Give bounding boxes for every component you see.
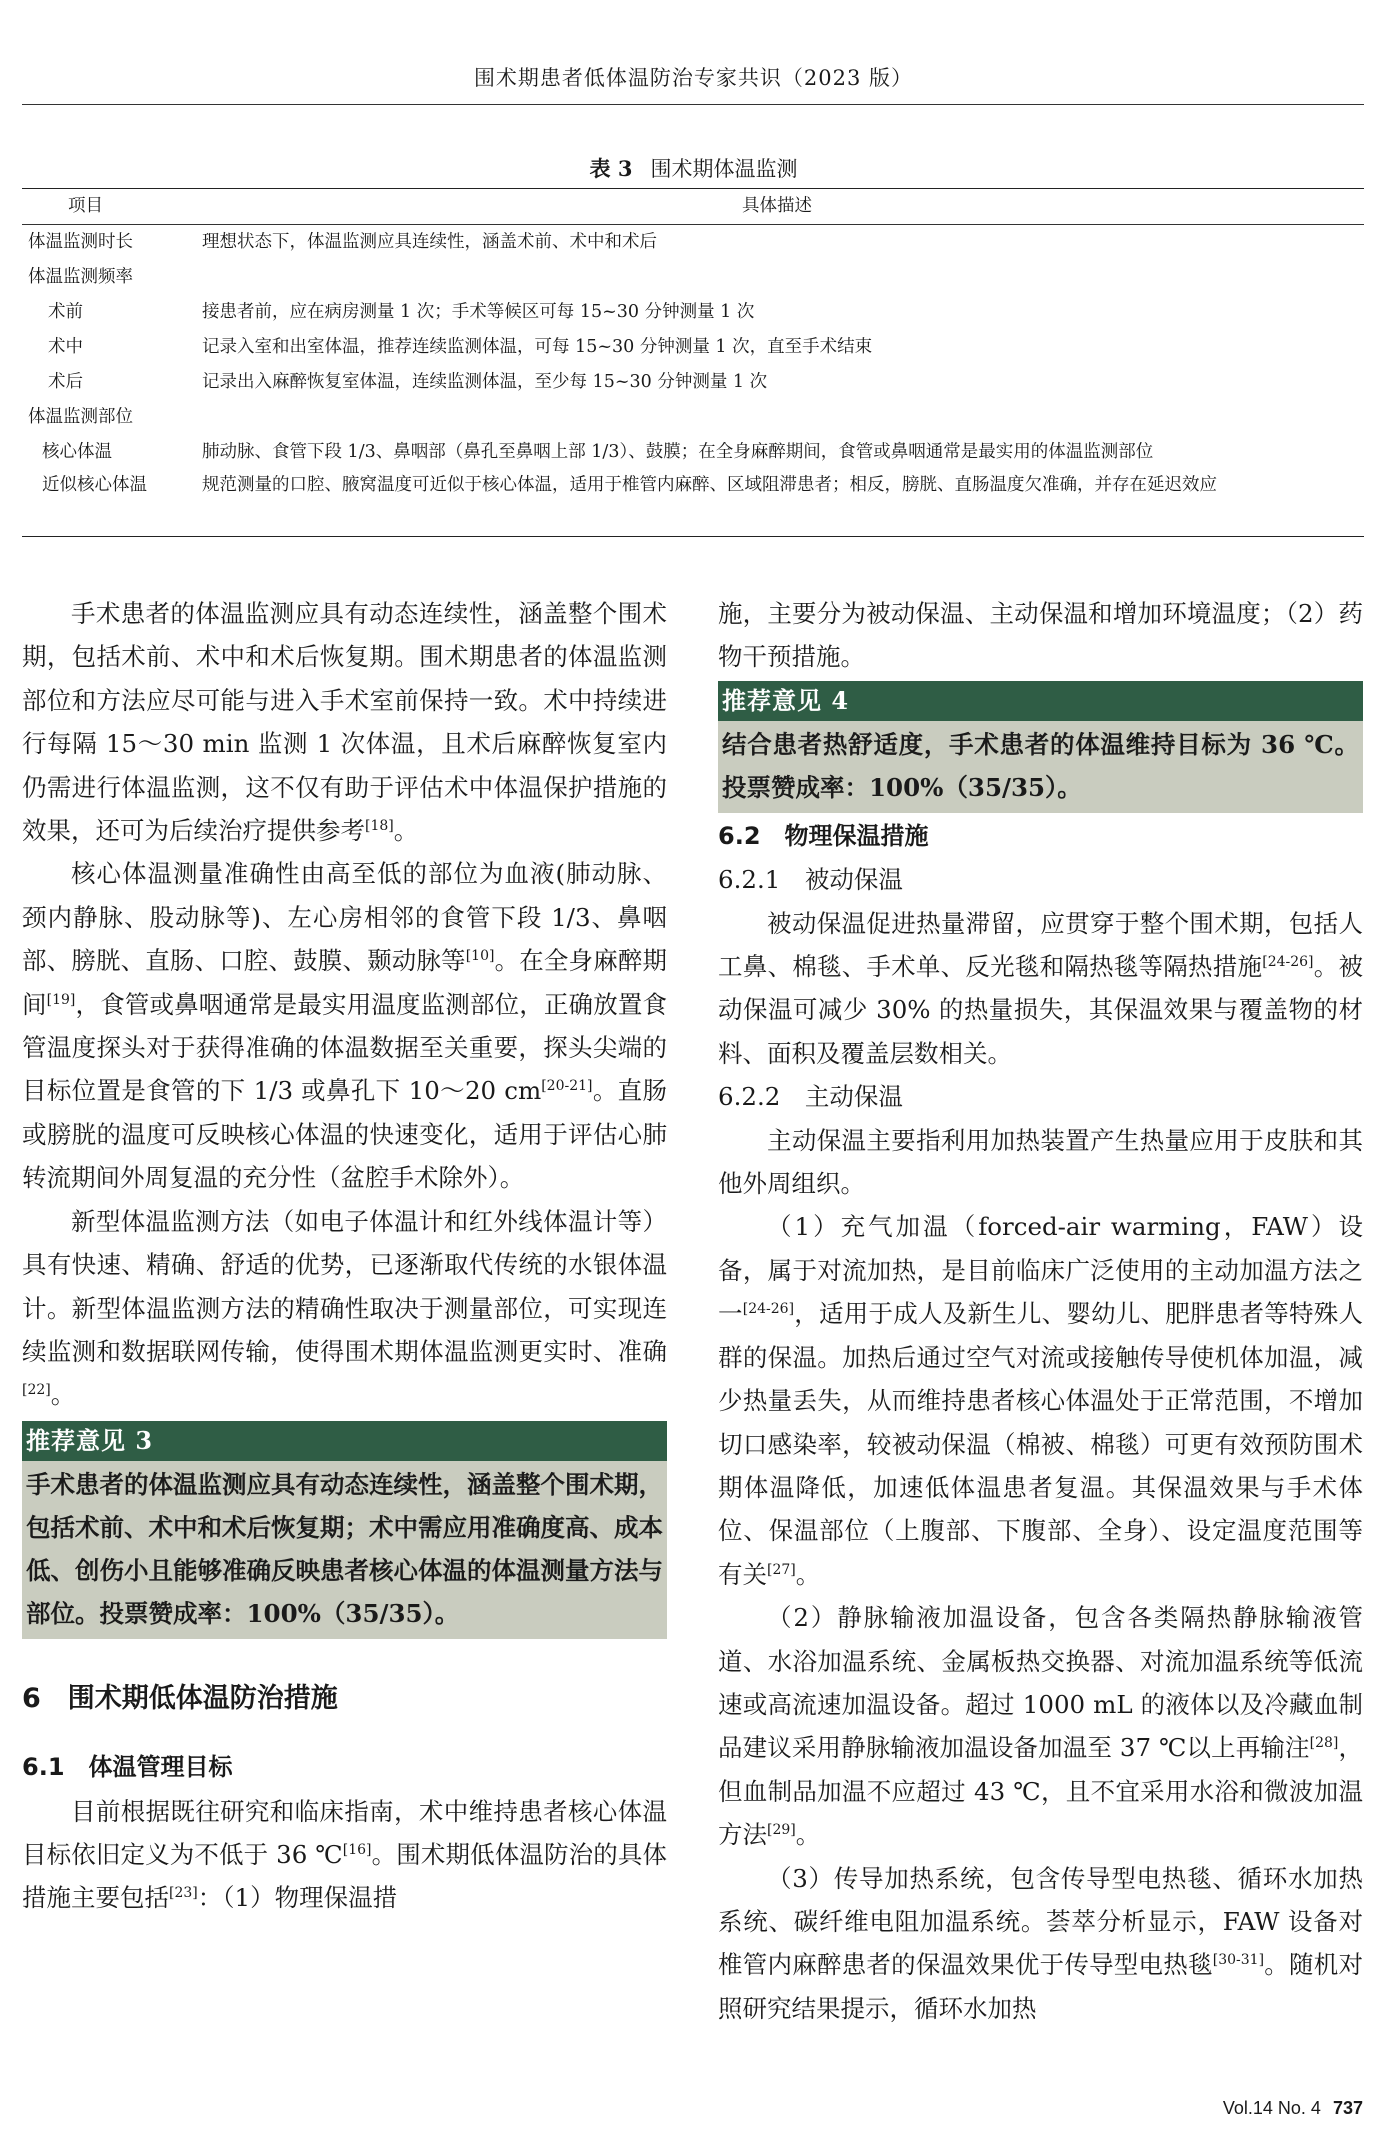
table-row (22, 330, 1364, 365)
row-item: 近似核心体温 (42, 475, 147, 495)
paragraph: 目前根据既往研究和临床指南，术中维持患者核心体温目标依旧定义为不低于 36 ℃[16]。围术期低体温防治的具体措施主要包括[23]：（1）物理保温措 (22, 1796, 667, 1913)
citation: [27] (767, 1561, 796, 1578)
paragraph: （3）传导加热系统，包含传导型电热毯、循环水加热系统、碳纤维电阻加温系统。荟萃分析显示，FAW 设备对椎管内麻醉患者的保温效果优于传导型电热毯[30-31]。随机对照研究结果提示，循环水加热 (718, 1863, 1364, 2023)
table-row (22, 470, 1364, 536)
page-footer (1223, 2098, 1363, 2119)
citation: [22] (22, 1382, 51, 1399)
recommendation-box-4 (718, 681, 1363, 813)
recommendation-body: 结合患者热舒适度，手术患者的体温维持目标为 36 ℃。投票赞成率：100%（35/35）。 (718, 721, 1363, 813)
subsubsection-heading: 6.2.2 主动保温 (718, 1082, 903, 1112)
paragraph: （2）静脉输液加温设备，包含各类隔热静脉输液管道、水浴加温系统、金属板热交换器、对流加温系统等低流速或高流速加温设备。超过 1000 mL 的液体以及冷藏血制品建议采用静脉输液加温设备加温至 37 ℃以上再输注[28]，但血制品加温不应超过 43 ℃，且不宜采用水浴和微波加温方法[29]。 (718, 1603, 1364, 1850)
table-row (22, 435, 1364, 470)
row-desc: 肺动脉、食管下段 1/3、鼻咽部（鼻孔至鼻咽上部 1/3）、鼓膜；在全身麻醉期间，食管或鼻咽通常是最实用的体温监测部位 (202, 442, 1154, 462)
page-number: 737 (1332, 2098, 1363, 2118)
table-row (22, 295, 1364, 330)
row-desc: 记录入室和出室体温，推荐连续监测体温，可每 15~30 分钟测量 1 次，直至手术结束 (202, 337, 873, 357)
paragraph: 施，主要分为被动保温、主动保温和增加环境温度；（2）药物干预措施。 (718, 599, 1363, 672)
table-row (22, 400, 1364, 435)
right-column (718, 592, 1363, 2030)
paragraph: 新型体温监测方法（如电子体温计和红外线体温计等）具有快速、精确、舒适的优势，已逐渐取代传统的水银体温计。新型体温监测方法的精确性取决于测量部位，可实现连续监测和数据联网传输，使得围术期体温监测更实时、准确[22]。 (22, 1206, 667, 1410)
subsection-heading: 6.2 物理保温措施 (718, 821, 929, 850)
paragraph: 主动保温主要指利用加热装置产生热量应用于皮肤和其他外周组织。 (718, 1125, 1363, 1199)
citation: [30-31] (1212, 1952, 1265, 1969)
row-desc: 理想状态下，体温监测应具连续性，涵盖术前、术中和术后 (202, 232, 657, 252)
table-row (22, 365, 1364, 400)
row-item: 体温监测部位 (28, 407, 133, 427)
table-row (22, 225, 1364, 260)
paragraph: 核心体温测量准确性由高至低的部位为血液(肺动脉、颈内静脉、股动脉等)、左心房相邻的食管下段 1/3、鼻咽部、膀胱、直肠、口腔、鼓膜、颞动脉等[10]。在全身麻醉期间[19]，食管或鼻咽通常是最实用温度监测部位，正确放置食管温度探头对于获得准确的体温数据至关重要，探头尖端的目标位置是食管的下 1/3 或鼻孔下 10～20 cm[20-21]。直肠或膀胱的温度可反映核心体温的快速变化，适用于评估心肺转流期间外周复温的充分性（盆腔手术除外）。 (22, 859, 668, 1193)
table-caption (0, 153, 1387, 183)
section-heading: 6 围术期低体温防治措施 (22, 1682, 338, 1714)
row-desc: 规范测量的口腔、腋窝温度可近似于核心体温，适用于椎管内麻醉、区域阻滞患者；相反，膀胱、直肠温度欠准确，并存在延迟效应 (202, 475, 1217, 495)
row-desc: 记录出入麻醉恢复室体温，连续监测体温，至少每 15~30 分钟测量 1 次 (202, 372, 768, 392)
running-header: 围术期患者低体温防治专家共识（2023 版） (473, 66, 914, 90)
citation: [28] (1309, 1735, 1339, 1752)
monitoring-table (22, 188, 1364, 537)
col-header-item: 项目 (68, 196, 103, 216)
row-item: 术后 (48, 372, 83, 392)
paragraph: （1）充气加温（forced-air warming，FAW）设备，属于对流加热，是目前临床广泛使用的主动加温方法之一[24-26]，适用于成人及新生儿、婴幼儿、肥胖患者等特殊人群的保温。加热后通过空气对流或接触传导使机体加温，减少热量丢失，从而维持患者核心体温处于正常范围，不增加切口感染率，较被动保温（棉被、棉毯）可更有效预防围术期体温降低，加速低体温患者复温。其保温效果与手术体位、保温部位（上腹部、下腹部、全身）、设定温度范围等有关[27]。 (718, 1212, 1364, 1589)
recommendation-heading: 推荐意见 3 (22, 1421, 667, 1461)
header-rule (22, 104, 1364, 105)
row-item: 体温监测频率 (28, 267, 133, 287)
volume-issue: Vol.14 No. 4 (1222, 2098, 1321, 2118)
citation: [16] (342, 1841, 372, 1858)
table-number: 表 3 (589, 156, 633, 181)
row-item: 术中 (48, 337, 83, 357)
table-bottom-rule (22, 536, 1364, 537)
recommendation-body: 手术患者的体温监测应具有动态连续性，涵盖整个围术期，包括术前、术中和术后恢复期；术中需应用准确度高、成本低、创伤小且能够准确反映患者核心体温的体温测量方法与部位。投票赞成率：100%（35/35）。 (22, 1461, 667, 1639)
left-column (22, 592, 667, 1920)
table-row (22, 260, 1364, 295)
citation: [20-21] (541, 1078, 593, 1095)
row-desc: 接患者前，应在病房测量 1 次；手术等候区可每 15~30 分钟测量 1 次 (202, 302, 755, 322)
subsubsection-heading: 6.2.1 被动保温 (718, 865, 903, 895)
row-item: 核心体温 (42, 442, 112, 462)
row-item: 术前 (48, 302, 83, 322)
citation: [29] (767, 1822, 796, 1838)
citation: [24-26] (742, 1301, 795, 1318)
citation: [18] (365, 817, 394, 834)
paragraph: 被动保温促进热量滞留，应贯穿于整个围术期，包括人工鼻、棉毯、手术单、反光毯和隔热毯等隔热措施[24-26]。被动保温可减少 30% 的热量损失，其保温效果与覆盖物的材料、面积及覆盖层数相关。 (718, 908, 1364, 1068)
table-title: 围术期体温监测 (650, 157, 798, 181)
col-header-desc: 具体描述 (742, 196, 812, 216)
citation: [24-26] (1262, 953, 1314, 970)
table-header-row (22, 189, 1364, 224)
paragraph: 手术患者的体温监测应具有动态连续性，涵盖整个围术期，包括术前、术中和术后恢复期。围术期患者的体温监测部位和方法应尽可能与进入手术室前保持一致。术中持续进行每隔 15～30 min 监测 1 次体温，且术后麻醉恢复室内仍需进行体温监测，这不仅有助于评估术中体温保护措施的效果，还可为后续治疗提供参考[18]。 (22, 599, 667, 846)
subsection-heading: 6.1 体温管理目标 (22, 1753, 233, 1782)
citation: [23] (169, 1885, 198, 1902)
row-item: 体温监测时长 (28, 232, 133, 252)
recommendation-heading: 推荐意见 4 (718, 681, 1363, 721)
recommendation-box-3 (22, 1421, 667, 1639)
citation: [10] (465, 948, 495, 965)
citation: [19] (46, 991, 76, 1008)
